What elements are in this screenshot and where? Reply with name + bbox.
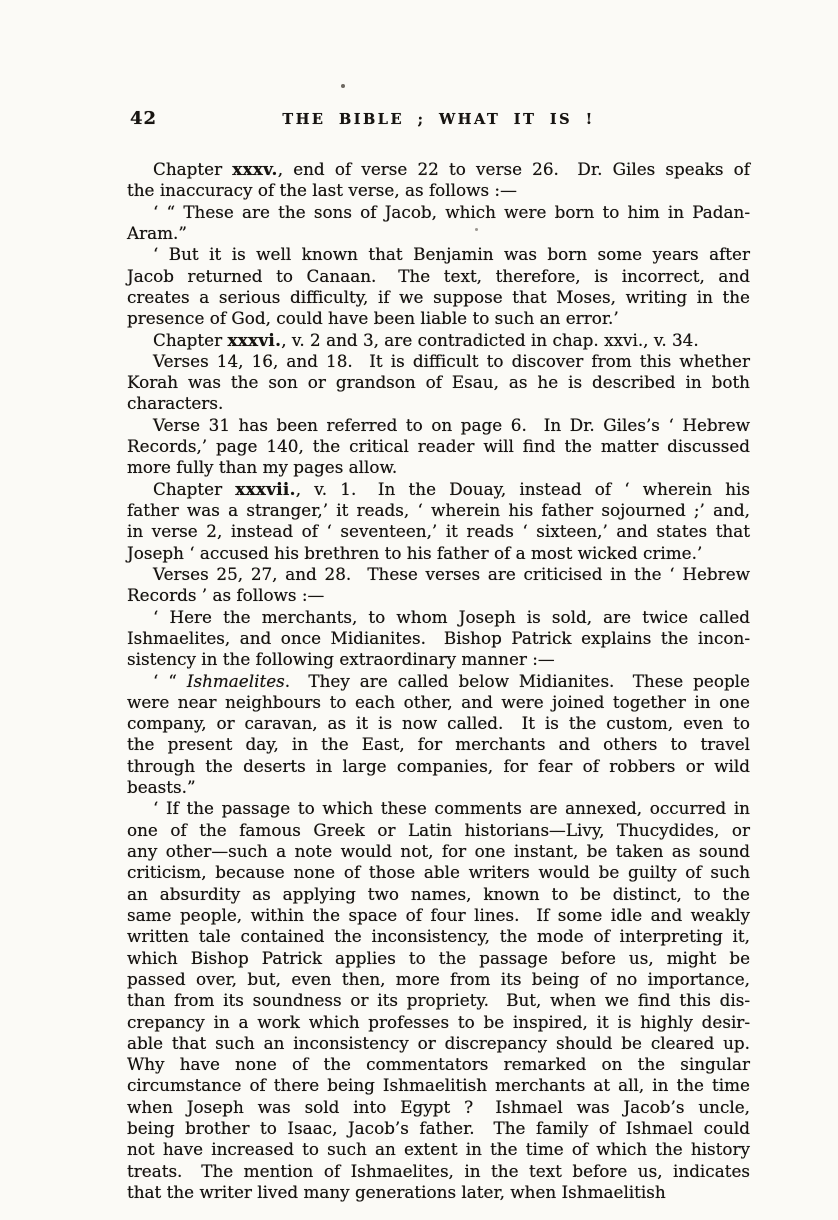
text-line: any other—such a note would not, for one instant, be taken as sound: [127, 841, 750, 861]
text-line: treats. The mention of Ishmaelites, in the text before us, indicates: [127, 1160, 750, 1181]
text-line: more fully than my pages allow.: [127, 457, 398, 478]
text-line: when Joseph was sold into Egypt ? Ishmael was Jacob’s uncle,: [127, 1096, 750, 1117]
text-line: passed over, but, even then, more from its being of no importance,: [127, 968, 750, 989]
text-line: Records,’ page 140, the critical reader will find the matter discussed: [127, 436, 750, 457]
text-line: an absurdity as applying two names, known to be distinct, to the: [127, 883, 750, 904]
text-line: company, or caravan, as it is now called. It is the custom, even to: [127, 713, 750, 734]
text-line: beasts.”: [127, 777, 196, 798]
text-line: criticism, because none of those able writers would be guilty of such: [127, 862, 750, 883]
text-line: written tale contained the inconsistency, the mode of interpreting it,: [127, 926, 750, 947]
text-line: Ishmaelites, and once Midianites. Bishop Patrick explains the incon-: [127, 627, 750, 648]
paragraph: [127, 351, 750, 415]
text-line: in verse 2, instead of ‘ seventeen,’ it reads ‘ sixteen,’ and states that: [127, 521, 750, 542]
ink-speck: [341, 84, 345, 88]
text-line: ‘ If the passage to which these comments are annexed, occurred in: [153, 798, 750, 819]
text-line: Chapter xxxvii., v. 1. In the Douay, instead of ‘ wherein his: [153, 478, 750, 499]
paragraph: [127, 564, 750, 607]
paragraph: [127, 671, 750, 799]
text-line: crepancy in a work which professes to be inspired, it is highly desir-: [127, 1011, 750, 1032]
text-line: one of the famous Greek or Latin historians—Livy, Thucydides, or: [127, 819, 750, 840]
text-line: able that such an inconsistency or discrepancy should be cleared up.: [127, 1032, 750, 1053]
text-line: Chapter xxxv., end of verse 22 to verse 26. Dr. Giles speaks of: [153, 159, 750, 179]
paragraph: [127, 798, 750, 1203]
paragraph: [127, 479, 750, 564]
text-line: than from its soundness or its propriety. But, when we find this dis-: [127, 990, 750, 1011]
text-line: ‘ But it is well known that Benjamin was born some years after: [153, 244, 750, 265]
text-line: ‘ “ These are the sons of Jacob, which were born to him in Padan-: [153, 201, 750, 222]
text-line: ‘ “ Ishmaelites. They are called below Midianites. These people: [153, 670, 750, 691]
paragraph: [127, 159, 750, 202]
paragraph: [127, 330, 750, 351]
text-line: Verse 31 has been referred to on page 6. In Dr. Giles’s ‘ Hebrew: [153, 414, 750, 435]
text-line: Verses 25, 27, and 28. These verses are criticised in the ‘ Hebrew: [153, 563, 750, 584]
text-line: Verses 14, 16, and 18. It is difficult to discover from this whether: [153, 350, 750, 371]
text-line: circumstance of there being Ishmaelitish merchants at all, in the time: [127, 1075, 750, 1096]
paragraph: [127, 607, 750, 671]
running-header: THE BIBLE ; WHAT IT IS !: [282, 111, 595, 128]
text-line: the inaccuracy of the last verse, as follows :—: [127, 180, 517, 201]
text-line: creates a serious difficulty, if we suppose that Moses, writing in the: [127, 286, 750, 307]
text-line: Joseph ‘ accused his brethren to his father of a most wicked crime.’: [127, 542, 703, 563]
text-line: were near neighbours to each other, and were joined together in one: [127, 691, 750, 712]
text-line: characters.: [127, 393, 224, 414]
paragraph: [127, 202, 750, 245]
text-line: Jacob returned to Canaan. The text, therefore, is incorrect, and: [127, 265, 750, 286]
text-line: sistency in the following extraordinary manner :—: [127, 649, 555, 670]
text-block: [127, 159, 750, 1203]
text-line: same people, within the space of four lines. If some idle and weakly: [127, 904, 750, 925]
text-line: presence of God, could have been liable to such an error.’: [127, 308, 619, 329]
text-line: father was a stranger,’ it reads, ‘ wherein his father sojourned ;’ and,: [127, 500, 750, 520]
page-number: 42: [130, 108, 158, 129]
text-line: the present day, in the East, for merchants and others to travel: [127, 734, 750, 755]
text-line: Records ’ as follows :—: [127, 585, 325, 606]
text-line: that the writer lived many generations later, when Ishmaelitish: [127, 1182, 666, 1202]
text-line: which Bishop Patrick applies to the passage before us, might be: [127, 947, 750, 968]
text-line: Aram.”: [127, 222, 187, 243]
text-line: ‘ Here the merchants, to whom Joseph is sold, are twice called: [153, 606, 750, 627]
text-line: Korah was the son or grandson of Esau, as he is described in both: [127, 372, 750, 393]
text-line: not have increased to such an extent in the time of which the history: [127, 1139, 750, 1160]
text-line: being brother to Isaac, Jacob’s father. The family of Ishmael could: [127, 1118, 750, 1139]
paragraph: [127, 244, 750, 329]
text-line: Chapter xxxvi., v. 2 and 3, are contradicted in chap. xxvi., v. 34.: [153, 329, 699, 350]
text-line: Why have none of the commentators remarked on the singular: [127, 1054, 750, 1075]
paragraph: [127, 415, 750, 479]
text-line: through the deserts in large companies, for fear of robbers or wild: [127, 755, 750, 776]
